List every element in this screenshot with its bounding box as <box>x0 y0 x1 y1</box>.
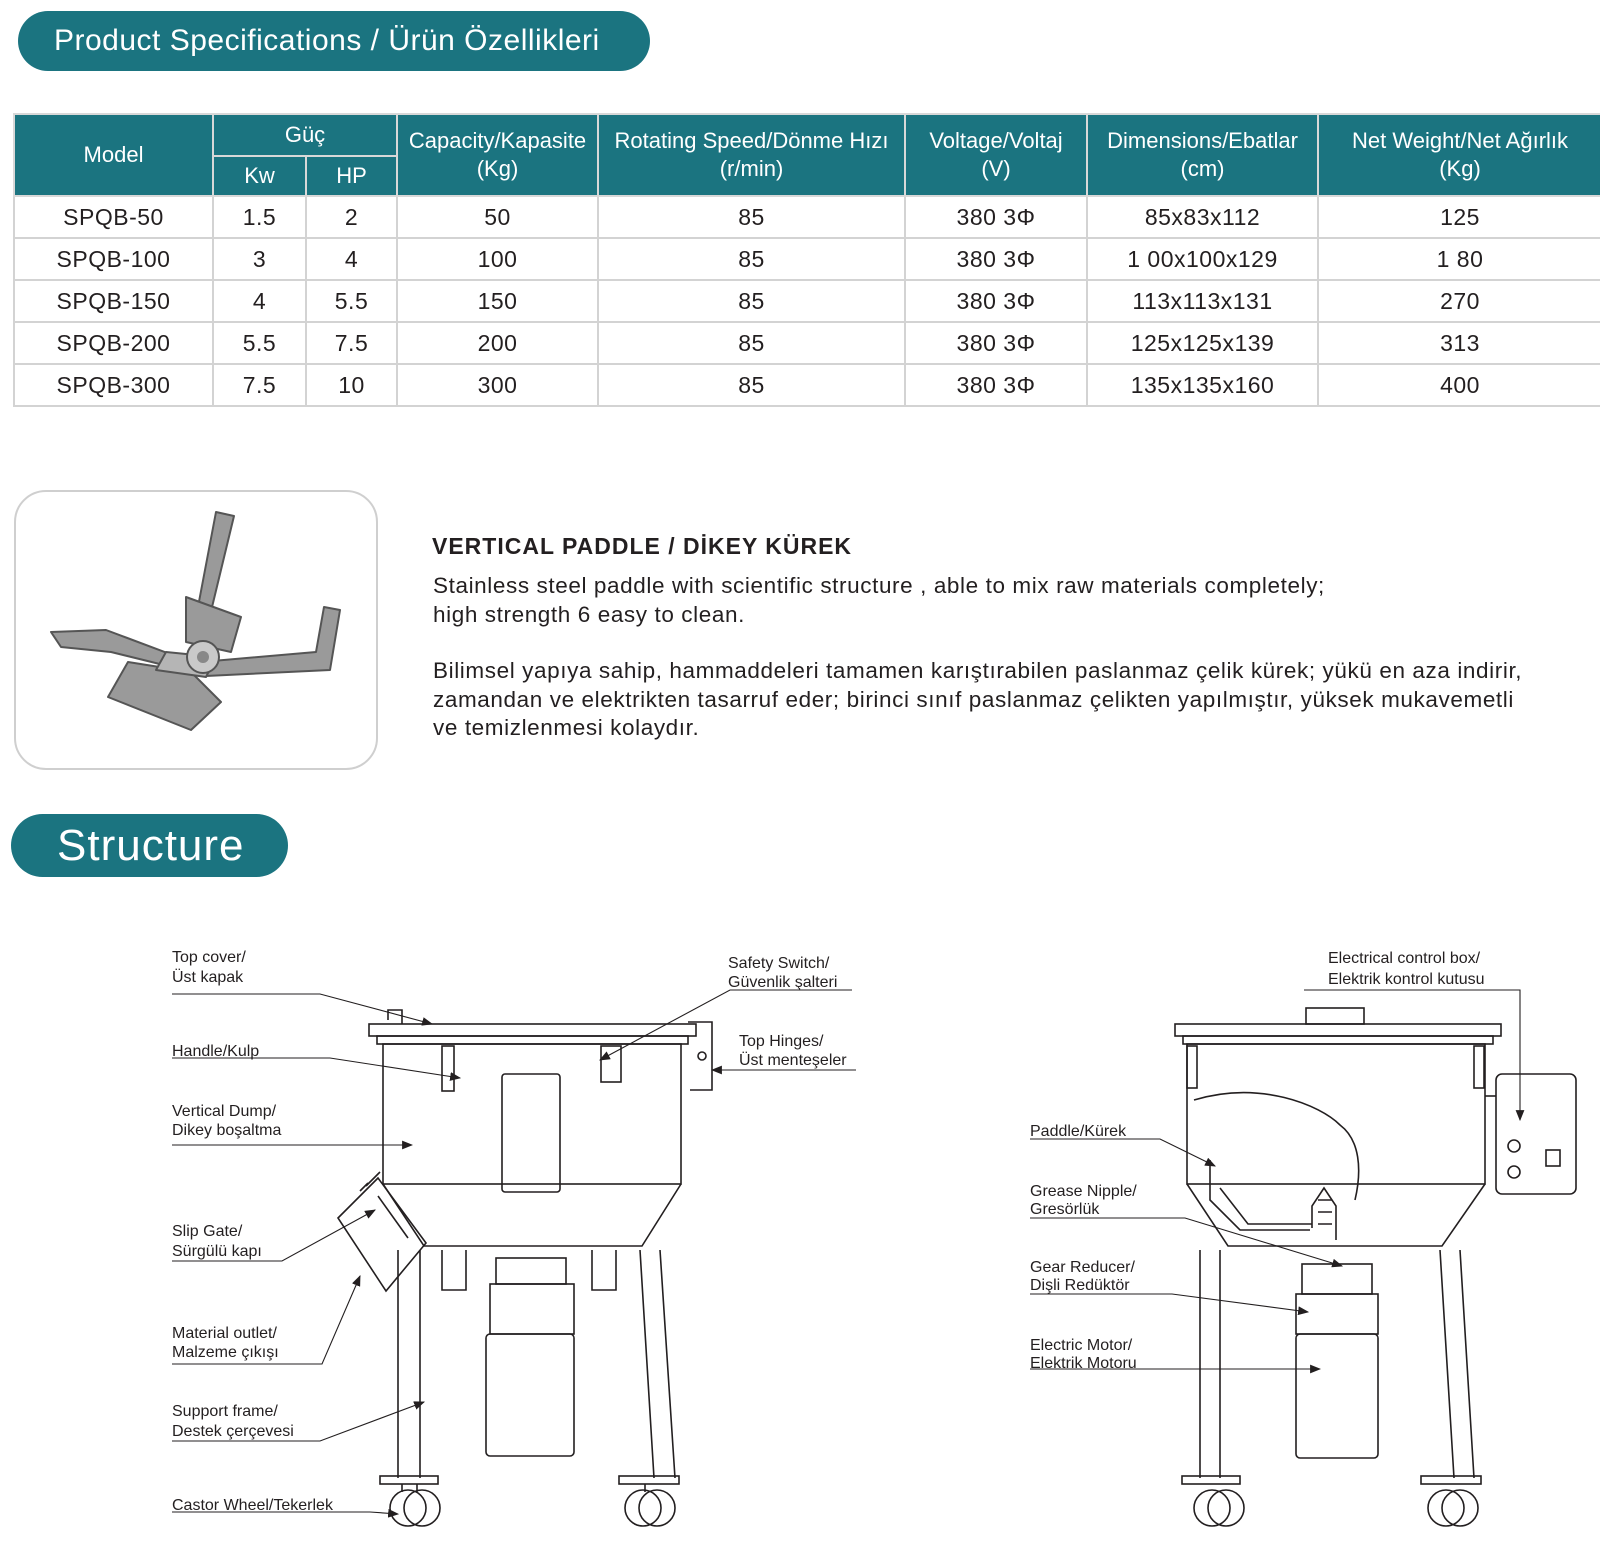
table-row <box>14 196 1600 238</box>
header-dimensions: Dimensions/Ebatlar (cm) <box>1087 114 1318 196</box>
cell-hp: 2 <box>306 196 397 238</box>
cell-hp: 10 <box>306 364 397 406</box>
header-capacity: Capacity/Kapasite (Kg) <box>397 114 598 196</box>
cell-model: SPQB-100 <box>14 238 213 280</box>
cell-voltage: 380 3Φ <box>905 280 1087 322</box>
cell-weight: 313 <box>1318 322 1600 364</box>
cell-voltage: 380 3Φ <box>905 238 1087 280</box>
structure-title-pill <box>11 814 288 877</box>
header-power: Güç <box>213 114 397 156</box>
cell-model: SPQB-150 <box>14 280 213 322</box>
label-support-frame: Support frame/ Destek çerçevesi <box>172 1403 294 1440</box>
cell-dimensions: 1 00x100x129 <box>1087 238 1318 280</box>
cell-capacity: 300 <box>397 364 598 406</box>
label-top-cover: Top cover/ Üst kapak <box>172 949 246 986</box>
header-kw: Kw <box>213 156 306 196</box>
cell-model: SPQB-200 <box>14 322 213 364</box>
label-grease-nipple: Grease Nipple/ Gresörlük <box>1030 1183 1137 1218</box>
table-row <box>14 280 1600 322</box>
cell-capacity: 150 <box>397 280 598 322</box>
table-row <box>14 322 1600 364</box>
cell-dimensions: 85x83x112 <box>1087 196 1318 238</box>
table-row <box>14 238 1600 280</box>
cell-kw: 5.5 <box>213 322 306 364</box>
header-weight: Net Weight/Net Ağırlık (Kg) <box>1318 114 1600 196</box>
cell-voltage: 380 3Φ <box>905 322 1087 364</box>
label-electric-motor: Electric Motor/ Elektrik Motoru <box>1030 1337 1137 1372</box>
cell-speed: 85 <box>598 280 905 322</box>
mixer-section-view <box>1175 1008 1576 1526</box>
structure-diagram <box>0 930 1600 1556</box>
cell-hp: 7.5 <box>306 322 397 364</box>
cell-kw: 4 <box>213 280 306 322</box>
cell-hp: 5.5 <box>306 280 397 322</box>
mixer-side-view <box>338 1010 712 1526</box>
spec-table <box>13 113 1600 407</box>
cell-model: SPQB-300 <box>14 364 213 406</box>
header-speed: Rotating Speed/Dönme Hızı (r/min) <box>598 114 905 196</box>
label-handle: Handle/Kulp <box>172 1043 260 1060</box>
structure-title: Structure <box>57 820 245 870</box>
cell-weight: 1 80 <box>1318 238 1600 280</box>
paddle-image-card <box>14 490 378 770</box>
spec-table-body <box>14 196 1600 406</box>
cell-dimensions: 135x135x160 <box>1087 364 1318 406</box>
label-safety-switch: Safety Switch/ Güvenlik şalteri <box>728 955 838 991</box>
cell-dimensions: 113x113x131 <box>1087 280 1318 322</box>
cell-speed: 85 <box>598 238 905 280</box>
vertical-paddle-illustration <box>16 492 376 768</box>
cell-kw: 7.5 <box>213 364 306 406</box>
section-title-pill <box>18 11 650 71</box>
cell-capacity: 100 <box>397 238 598 280</box>
cell-weight: 400 <box>1318 364 1600 406</box>
header-hp: HP <box>306 156 397 196</box>
label-material-outlet: Material outlet/ Malzeme çıkışı <box>172 1325 279 1361</box>
cell-dimensions: 125x125x139 <box>1087 322 1318 364</box>
cell-kw: 1.5 <box>213 196 306 238</box>
label-castor-wheel: Castor Wheel/Tekerlek <box>172 1497 333 1514</box>
label-paddle: Paddle/Kürek <box>1030 1123 1127 1140</box>
cell-model: SPQB-50 <box>14 196 213 238</box>
cell-weight: 125 <box>1318 196 1600 238</box>
cell-hp: 4 <box>306 238 397 280</box>
cell-weight: 270 <box>1318 280 1600 322</box>
paddle-description-en: Stainless steel paddle with scientific structure , able to mix raw materials completely; high strength 6 easy to clean. <box>433 573 1325 627</box>
label-electrical-control-box: Electrical control box/ Elektrik kontrol kutusu <box>1328 950 1485 988</box>
cell-capacity: 200 <box>397 322 598 364</box>
label-slip-gate: Slip Gate/ Sürgülü kapı <box>172 1223 262 1260</box>
header-voltage: Voltage/Voltaj (V) <box>905 114 1087 196</box>
label-gear-reducer: Gear Reducer/ Dişli Redüktör <box>1030 1259 1135 1294</box>
paddle-title: VERTICAL PADDLE / DİKEY KÜREK <box>432 533 853 559</box>
label-vertical-dump: Vertical Dump/ Dikey boşaltma <box>172 1103 282 1139</box>
cell-kw: 3 <box>213 238 306 280</box>
label-top-hinges: Top Hinges/ Üst menteşeler <box>739 1033 847 1069</box>
cell-speed: 85 <box>598 322 905 364</box>
cell-capacity: 50 <box>397 196 598 238</box>
section-title: Product Specifications / Ürün Özellikleri <box>54 24 600 57</box>
cell-speed: 85 <box>598 196 905 238</box>
header-model: Model <box>14 114 213 196</box>
cell-speed: 85 <box>598 364 905 406</box>
cell-voltage: 380 3Φ <box>905 364 1087 406</box>
paddle-description-tr: Bilimsel yapıya sahip, hammaddeleri tamamen karıştırabilen paslanmaz çelik kürek; yükü en aza indirir, zamandan ve elektrikten tasarruf eder; birinci sınıf paslanmaz çelikten yapılmıştır, yüksek mukavemetli ve temizlenmesi kolaydır. <box>433 658 1523 740</box>
table-row <box>14 364 1600 406</box>
cell-voltage: 380 3Φ <box>905 196 1087 238</box>
